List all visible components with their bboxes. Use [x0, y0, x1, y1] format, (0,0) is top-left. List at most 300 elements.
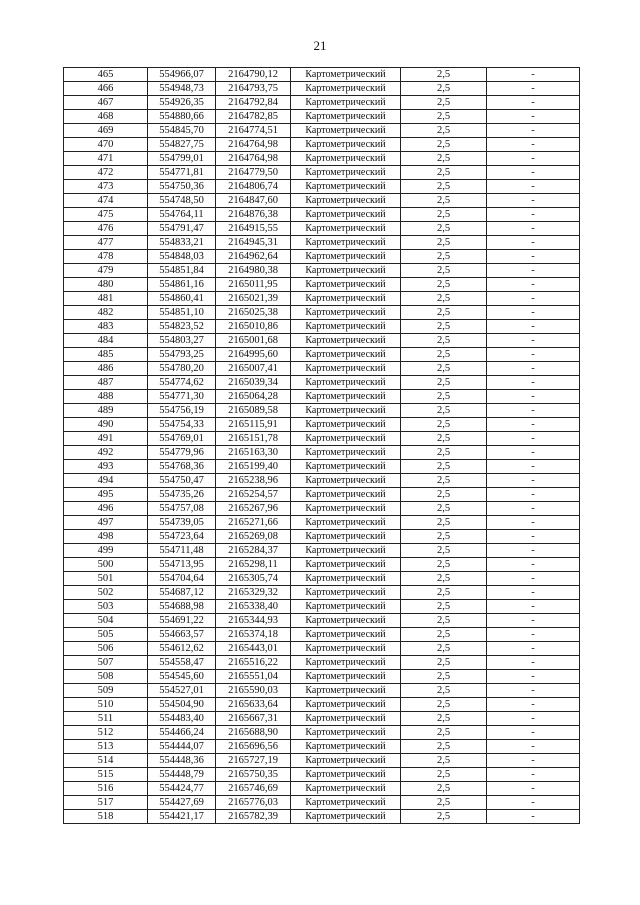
description-cell: -	[487, 558, 580, 572]
accuracy-cell: 2,5	[401, 292, 487, 306]
method-cell: Картометрический	[291, 516, 401, 530]
point-number-cell: 509	[64, 684, 148, 698]
method-cell: Картометрический	[291, 558, 401, 572]
point-number-cell: 495	[64, 488, 148, 502]
accuracy-cell: 2,5	[401, 194, 487, 208]
coordinate-x-cell: 554711,48	[148, 544, 216, 558]
point-number-cell: 475	[64, 208, 148, 222]
description-cell: -	[487, 488, 580, 502]
method-cell: Картометрический	[291, 698, 401, 712]
point-number-cell: 512	[64, 726, 148, 740]
coordinate-x-cell: 554791,47	[148, 222, 216, 236]
point-number-cell: 513	[64, 740, 148, 754]
point-number-cell: 504	[64, 614, 148, 628]
coordinate-y-cell: 2165271,66	[216, 516, 291, 530]
coordinate-x-cell: 554926,35	[148, 96, 216, 110]
accuracy-cell: 2,5	[401, 656, 487, 670]
description-cell: -	[487, 194, 580, 208]
coordinate-x-cell: 554851,84	[148, 264, 216, 278]
coordinate-y-cell: 2165269,08	[216, 530, 291, 544]
point-number-cell: 505	[64, 628, 148, 642]
coordinate-y-cell: 2164774,51	[216, 124, 291, 138]
method-cell: Картометрический	[291, 418, 401, 432]
coordinate-x-cell: 554774,62	[148, 376, 216, 390]
point-number-cell: 465	[64, 68, 148, 82]
table-row	[64, 712, 580, 726]
description-cell: -	[487, 166, 580, 180]
point-number-cell: 482	[64, 306, 148, 320]
table-row	[64, 306, 580, 320]
table-row	[64, 740, 580, 754]
table-row	[64, 166, 580, 180]
table-row	[64, 614, 580, 628]
accuracy-cell: 2,5	[401, 446, 487, 460]
coordinate-y-cell: 2164980,38	[216, 264, 291, 278]
accuracy-cell: 2,5	[401, 110, 487, 124]
coordinate-x-cell: 554687,12	[148, 586, 216, 600]
coordinate-x-cell: 554769,01	[148, 432, 216, 446]
description-cell: -	[487, 782, 580, 796]
method-cell: Картометрический	[291, 376, 401, 390]
description-cell: -	[487, 124, 580, 138]
description-cell: -	[487, 768, 580, 782]
method-cell: Картометрический	[291, 796, 401, 810]
coordinate-x-cell: 554757,08	[148, 502, 216, 516]
method-cell: Картометрический	[291, 670, 401, 684]
table-row	[64, 796, 580, 810]
coordinate-x-cell: 554545,60	[148, 670, 216, 684]
table-row	[64, 208, 580, 222]
point-number-cell: 489	[64, 404, 148, 418]
point-number-cell: 487	[64, 376, 148, 390]
coordinate-x-cell: 554780,20	[148, 362, 216, 376]
coordinate-y-cell: 2165267,96	[216, 502, 291, 516]
accuracy-cell: 2,5	[401, 418, 487, 432]
table-row	[64, 250, 580, 264]
description-cell: -	[487, 502, 580, 516]
description-cell: -	[487, 96, 580, 110]
point-number-cell: 478	[64, 250, 148, 264]
coordinate-y-cell: 2164790,12	[216, 68, 291, 82]
accuracy-cell: 2,5	[401, 166, 487, 180]
coordinate-y-cell: 2164945,31	[216, 236, 291, 250]
description-cell: -	[487, 474, 580, 488]
description-cell: -	[487, 376, 580, 390]
method-cell: Картометрический	[291, 600, 401, 614]
coordinate-x-cell: 554504,90	[148, 698, 216, 712]
table-row	[64, 292, 580, 306]
coordinate-y-cell: 2165776,03	[216, 796, 291, 810]
table-row	[64, 474, 580, 488]
coordinate-y-cell: 2164764,98	[216, 152, 291, 166]
accuracy-cell: 2,5	[401, 614, 487, 628]
page-number: 21	[313, 38, 327, 53]
table-row	[64, 320, 580, 334]
table-row	[64, 446, 580, 460]
coordinate-y-cell: 2165633,64	[216, 698, 291, 712]
accuracy-cell: 2,5	[401, 320, 487, 334]
method-cell: Картометрический	[291, 810, 401, 824]
table-row	[64, 110, 580, 124]
coordinate-x-cell: 554483,40	[148, 712, 216, 726]
accuracy-cell: 2,5	[401, 82, 487, 96]
description-cell: -	[487, 334, 580, 348]
description-cell: -	[487, 656, 580, 670]
accuracy-cell: 2,5	[401, 222, 487, 236]
method-cell: Картометрический	[291, 264, 401, 278]
coordinate-y-cell: 2165238,96	[216, 474, 291, 488]
description-cell: -	[487, 754, 580, 768]
coordinate-y-cell: 2165443,01	[216, 642, 291, 656]
table-row	[64, 404, 580, 418]
coordinate-x-cell: 554723,64	[148, 530, 216, 544]
coordinate-x-cell: 554803,27	[148, 334, 216, 348]
accuracy-cell: 2,5	[401, 516, 487, 530]
coordinate-x-cell: 554861,16	[148, 278, 216, 292]
coordinate-x-cell: 554612,62	[148, 642, 216, 656]
description-cell: -	[487, 264, 580, 278]
coordinate-x-cell: 554827,75	[148, 138, 216, 152]
coordinate-x-cell: 554848,03	[148, 250, 216, 264]
coordinate-x-cell: 554948,73	[148, 82, 216, 96]
coordinate-y-cell: 2165374,18	[216, 628, 291, 642]
method-cell: Картометрический	[291, 488, 401, 502]
coordinate-x-cell: 554704,64	[148, 572, 216, 586]
coordinate-y-cell: 2164793,75	[216, 82, 291, 96]
accuracy-cell: 2,5	[401, 250, 487, 264]
coordinate-y-cell: 2165163,30	[216, 446, 291, 460]
accuracy-cell: 2,5	[401, 600, 487, 614]
method-cell: Картометрический	[291, 82, 401, 96]
accuracy-cell: 2,5	[401, 96, 487, 110]
coordinate-x-cell: 554466,24	[148, 726, 216, 740]
coordinate-x-cell: 554779,96	[148, 446, 216, 460]
point-number-cell: 518	[64, 810, 148, 824]
table-row	[64, 362, 580, 376]
method-cell: Картометрический	[291, 124, 401, 138]
coordinate-x-cell: 554750,36	[148, 180, 216, 194]
coordinate-x-cell: 554424,77	[148, 782, 216, 796]
method-cell: Картометрический	[291, 222, 401, 236]
point-number-cell: 498	[64, 530, 148, 544]
table-row	[64, 670, 580, 684]
description-cell: -	[487, 628, 580, 642]
method-cell: Картометрический	[291, 768, 401, 782]
table-row	[64, 278, 580, 292]
coordinate-y-cell: 2165011,95	[216, 278, 291, 292]
description-cell: -	[487, 586, 580, 600]
coordinate-x-cell: 554799,01	[148, 152, 216, 166]
description-cell: -	[487, 180, 580, 194]
point-number-cell: 511	[64, 712, 148, 726]
table-row	[64, 432, 580, 446]
coordinate-y-cell: 2165254,57	[216, 488, 291, 502]
point-number-cell: 497	[64, 516, 148, 530]
accuracy-cell: 2,5	[401, 474, 487, 488]
point-number-cell: 467	[64, 96, 148, 110]
coordinate-y-cell: 2165089,58	[216, 404, 291, 418]
table-row	[64, 726, 580, 740]
point-number-cell: 490	[64, 418, 148, 432]
coordinate-x-cell: 554966,07	[148, 68, 216, 82]
coordinate-x-cell: 554527,01	[148, 684, 216, 698]
point-number-cell: 486	[64, 362, 148, 376]
point-number-cell: 480	[64, 278, 148, 292]
description-cell: -	[487, 208, 580, 222]
accuracy-cell: 2,5	[401, 152, 487, 166]
coordinate-x-cell: 554845,70	[148, 124, 216, 138]
accuracy-cell: 2,5	[401, 558, 487, 572]
coordinate-y-cell: 2165021,39	[216, 292, 291, 306]
point-number-cell: 485	[64, 348, 148, 362]
accuracy-cell: 2,5	[401, 754, 487, 768]
coordinate-x-cell: 554833,21	[148, 236, 216, 250]
coordinate-y-cell: 2164806,74	[216, 180, 291, 194]
description-cell: -	[487, 740, 580, 754]
point-number-cell: 506	[64, 642, 148, 656]
accuracy-cell: 2,5	[401, 236, 487, 250]
point-number-cell: 474	[64, 194, 148, 208]
coordinate-y-cell: 2165590,03	[216, 684, 291, 698]
method-cell: Картометрический	[291, 684, 401, 698]
method-cell: Картометрический	[291, 530, 401, 544]
description-cell: -	[487, 684, 580, 698]
point-number-cell: 469	[64, 124, 148, 138]
coordinate-y-cell: 2164779,50	[216, 166, 291, 180]
accuracy-cell: 2,5	[401, 306, 487, 320]
accuracy-cell: 2,5	[401, 698, 487, 712]
coordinate-x-cell: 554880,66	[148, 110, 216, 124]
point-number-cell: 507	[64, 656, 148, 670]
point-number-cell: 501	[64, 572, 148, 586]
coordinate-y-cell: 2164792,84	[216, 96, 291, 110]
table-row	[64, 348, 580, 362]
coordinate-x-cell: 554768,36	[148, 460, 216, 474]
table-row	[64, 600, 580, 614]
method-cell: Картометрический	[291, 180, 401, 194]
coordinate-x-cell: 554764,11	[148, 208, 216, 222]
coordinates-table-body	[64, 68, 580, 824]
method-cell: Картометрический	[291, 292, 401, 306]
coordinate-y-cell: 2165782,39	[216, 810, 291, 824]
coordinate-y-cell: 2165727,19	[216, 754, 291, 768]
method-cell: Картометрический	[291, 502, 401, 516]
method-cell: Картометрический	[291, 628, 401, 642]
coordinate-y-cell: 2165025,38	[216, 306, 291, 320]
coordinate-x-cell: 554771,30	[148, 390, 216, 404]
coordinate-y-cell: 2165344,93	[216, 614, 291, 628]
description-cell: -	[487, 796, 580, 810]
accuracy-cell: 2,5	[401, 572, 487, 586]
description-cell: -	[487, 68, 580, 82]
coordinate-x-cell: 554823,52	[148, 320, 216, 334]
coordinate-y-cell: 2165746,69	[216, 782, 291, 796]
coordinate-y-cell: 2165151,78	[216, 432, 291, 446]
accuracy-cell: 2,5	[401, 796, 487, 810]
coordinate-y-cell: 2165305,74	[216, 572, 291, 586]
table-row	[64, 68, 580, 82]
point-number-cell: 503	[64, 600, 148, 614]
method-cell: Картометрический	[291, 782, 401, 796]
point-number-cell: 514	[64, 754, 148, 768]
accuracy-cell: 2,5	[401, 376, 487, 390]
coordinate-x-cell: 554748,50	[148, 194, 216, 208]
method-cell: Картометрический	[291, 572, 401, 586]
table-row	[64, 82, 580, 96]
accuracy-cell: 2,5	[401, 712, 487, 726]
description-cell: -	[487, 614, 580, 628]
description-cell: -	[487, 600, 580, 614]
coordinate-y-cell: 2165750,35	[216, 768, 291, 782]
method-cell: Картометрический	[291, 96, 401, 110]
method-cell: Картометрический	[291, 726, 401, 740]
description-cell: -	[487, 516, 580, 530]
table-row	[64, 418, 580, 432]
description-cell: -	[487, 348, 580, 362]
method-cell: Картометрический	[291, 754, 401, 768]
accuracy-cell: 2,5	[401, 68, 487, 82]
description-cell: -	[487, 278, 580, 292]
description-cell: -	[487, 306, 580, 320]
coordinate-x-cell: 554771,81	[148, 166, 216, 180]
point-number-cell: 499	[64, 544, 148, 558]
coordinate-y-cell: 2165329,32	[216, 586, 291, 600]
point-number-cell: 492	[64, 446, 148, 460]
method-cell: Картометрический	[291, 348, 401, 362]
method-cell: Картометрический	[291, 656, 401, 670]
coordinate-y-cell: 2164847,60	[216, 194, 291, 208]
coordinate-y-cell: 2164782,85	[216, 110, 291, 124]
description-cell: -	[487, 572, 580, 586]
point-number-cell: 500	[64, 558, 148, 572]
table-row	[64, 586, 580, 600]
coordinate-x-cell: 554427,69	[148, 796, 216, 810]
coordinate-y-cell: 2165688,90	[216, 726, 291, 740]
accuracy-cell: 2,5	[401, 138, 487, 152]
coordinate-x-cell: 554793,25	[148, 348, 216, 362]
point-number-cell: 479	[64, 264, 148, 278]
accuracy-cell: 2,5	[401, 782, 487, 796]
point-number-cell: 494	[64, 474, 148, 488]
accuracy-cell: 2,5	[401, 684, 487, 698]
point-number-cell: 510	[64, 698, 148, 712]
table-row	[64, 502, 580, 516]
description-cell: -	[487, 138, 580, 152]
accuracy-cell: 2,5	[401, 334, 487, 348]
coordinate-x-cell: 554558,47	[148, 656, 216, 670]
accuracy-cell: 2,5	[401, 642, 487, 656]
description-cell: -	[487, 292, 580, 306]
method-cell: Картометрический	[291, 194, 401, 208]
coordinate-x-cell: 554860,41	[148, 292, 216, 306]
accuracy-cell: 2,5	[401, 432, 487, 446]
table-row	[64, 642, 580, 656]
method-cell: Картометрический	[291, 390, 401, 404]
coordinate-y-cell: 2164995,60	[216, 348, 291, 362]
method-cell: Картометрический	[291, 278, 401, 292]
method-cell: Картометрический	[291, 306, 401, 320]
point-number-cell: 484	[64, 334, 148, 348]
accuracy-cell: 2,5	[401, 460, 487, 474]
table-row	[64, 810, 580, 824]
description-cell: -	[487, 698, 580, 712]
table-row	[64, 96, 580, 110]
point-number-cell: 473	[64, 180, 148, 194]
point-number-cell: 493	[64, 460, 148, 474]
coordinate-y-cell: 2165064,28	[216, 390, 291, 404]
description-cell: -	[487, 320, 580, 334]
method-cell: Картометрический	[291, 712, 401, 726]
accuracy-cell: 2,5	[401, 670, 487, 684]
method-cell: Картометрический	[291, 474, 401, 488]
coordinate-y-cell: 2164764,98	[216, 138, 291, 152]
accuracy-cell: 2,5	[401, 740, 487, 754]
coordinate-y-cell: 2165551,04	[216, 670, 291, 684]
accuracy-cell: 2,5	[401, 348, 487, 362]
description-cell: -	[487, 446, 580, 460]
description-cell: -	[487, 726, 580, 740]
method-cell: Картометрический	[291, 614, 401, 628]
description-cell: -	[487, 530, 580, 544]
point-number-cell: 472	[64, 166, 148, 180]
point-number-cell: 481	[64, 292, 148, 306]
coordinate-x-cell: 554448,79	[148, 768, 216, 782]
table-row	[64, 698, 580, 712]
description-cell: -	[487, 362, 580, 376]
coordinate-x-cell: 554756,19	[148, 404, 216, 418]
table-row	[64, 334, 580, 348]
description-cell: -	[487, 250, 580, 264]
accuracy-cell: 2,5	[401, 544, 487, 558]
coordinate-x-cell: 554750,47	[148, 474, 216, 488]
table-row	[64, 138, 580, 152]
description-cell: -	[487, 152, 580, 166]
point-number-cell: 488	[64, 390, 148, 404]
table-row	[64, 460, 580, 474]
table-row	[64, 516, 580, 530]
coordinate-y-cell: 2165039,34	[216, 376, 291, 390]
accuracy-cell: 2,5	[401, 768, 487, 782]
coordinate-y-cell: 2165696,56	[216, 740, 291, 754]
accuracy-cell: 2,5	[401, 362, 487, 376]
method-cell: Картометрический	[291, 432, 401, 446]
accuracy-cell: 2,5	[401, 404, 487, 418]
coordinate-x-cell: 554444,07	[148, 740, 216, 754]
coordinate-x-cell: 554735,26	[148, 488, 216, 502]
description-cell: -	[487, 810, 580, 824]
accuracy-cell: 2,5	[401, 264, 487, 278]
table-row	[64, 628, 580, 642]
point-number-cell: 470	[64, 138, 148, 152]
coordinate-y-cell: 2165001,68	[216, 334, 291, 348]
accuracy-cell: 2,5	[401, 628, 487, 642]
description-cell: -	[487, 82, 580, 96]
accuracy-cell: 2,5	[401, 180, 487, 194]
coordinate-y-cell: 2165667,31	[216, 712, 291, 726]
table-row	[64, 656, 580, 670]
method-cell: Картометрический	[291, 138, 401, 152]
table-row	[64, 488, 580, 502]
method-cell: Картометрический	[291, 362, 401, 376]
table-row	[64, 544, 580, 558]
coordinate-y-cell: 2164876,38	[216, 208, 291, 222]
coordinate-x-cell: 554754,33	[148, 418, 216, 432]
coordinate-x-cell: 554713,95	[148, 558, 216, 572]
point-number-cell: 515	[64, 768, 148, 782]
coordinate-x-cell: 554448,36	[148, 754, 216, 768]
description-cell: -	[487, 390, 580, 404]
description-cell: -	[487, 544, 580, 558]
